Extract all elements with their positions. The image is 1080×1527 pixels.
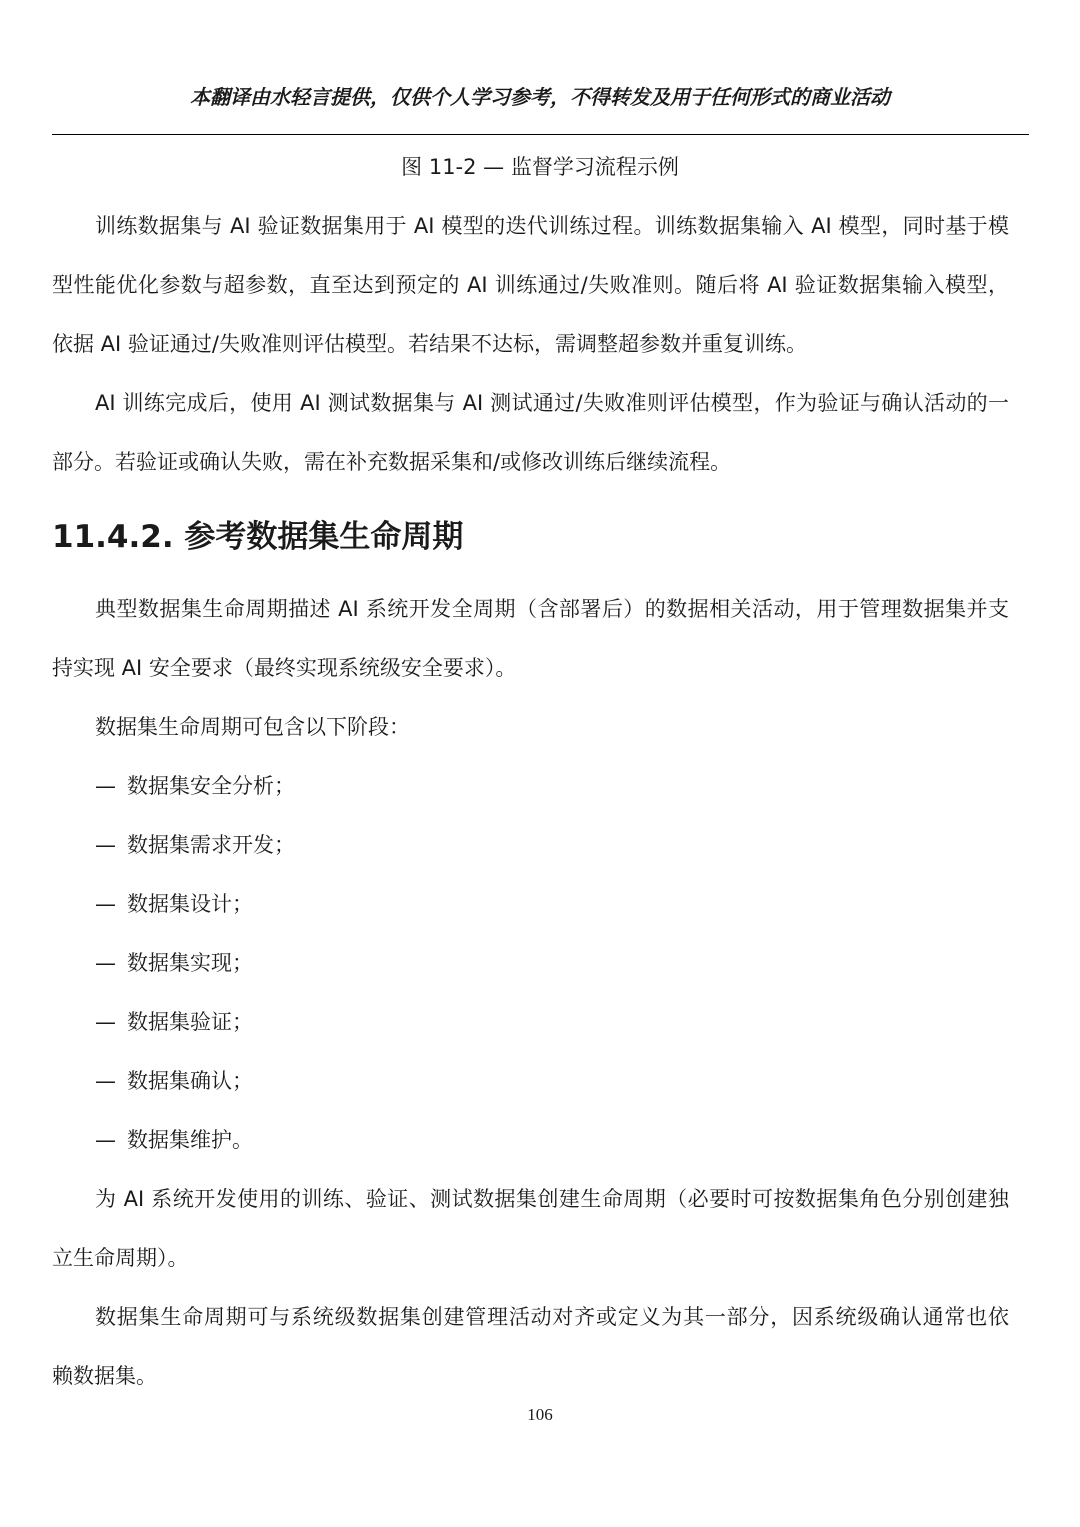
paragraph-stages-intro: 数据集生命周期可包含以下阶段：	[95, 715, 410, 739]
section-heading: 11.4.2. 参考数据集生命周期	[52, 519, 464, 555]
list-dash: —	[95, 951, 116, 975]
list-item-text: 数据集维护。	[127, 1128, 253, 1152]
list-dash: —	[95, 774, 116, 798]
list-item-text: 数据集设计；	[127, 892, 253, 916]
page-number: 106	[527, 1405, 553, 1424]
paragraph-line: 训练数据集与 AI 验证数据集用于 AI 模型的迭代训练过程。训练数据集输入 AI 模型，同时基于模	[95, 214, 1009, 238]
list-item-text: 数据集验证；	[127, 1010, 253, 1034]
list-dash: —	[95, 1069, 116, 1093]
list-item	[95, 1125, 253, 1155]
list-item	[95, 1066, 253, 1096]
list-dash: —	[95, 1128, 116, 1152]
list-dash: —	[95, 892, 116, 916]
list-item-text: 数据集安全分析；	[127, 774, 295, 798]
list-item	[95, 889, 253, 919]
paragraph-line: 赖数据集。	[52, 1364, 157, 1388]
paragraph-line: 部分。若验证或确认失败，需在补充数据采集和/或修改训练后继续流程。	[52, 450, 732, 474]
paragraph-line: 为 AI 系统开发使用的训练、验证、测试数据集创建生命周期（必要时可按数据集角色分别创建独	[95, 1187, 1009, 1211]
list-dash: —	[95, 833, 116, 857]
list-item	[95, 948, 253, 978]
list-item-text: 数据集实现；	[127, 951, 253, 975]
header-divider	[52, 134, 1029, 135]
list-item	[95, 771, 295, 801]
figure-caption: 图 11-2 — 监督学习流程示例	[401, 155, 679, 179]
paragraph-line: 立生命周期）。	[52, 1246, 189, 1270]
list-item	[95, 830, 295, 860]
list-item-text: 数据集确认；	[127, 1069, 253, 1093]
paragraph-line: 型性能优化参数与超参数，直至达到预定的 AI 训练通过/失败准则。随后将 AI 验证数据集输入模型，	[52, 273, 1009, 297]
list-item	[95, 1007, 253, 1037]
list-item-text: 数据集需求开发；	[127, 833, 295, 857]
paragraph-line: 持实现 AI 安全要求（最终实现系统级安全要求）。	[52, 656, 517, 680]
paragraph-line: 数据集生命周期可与系统级数据集创建管理活动对齐或定义为其一部分，因系统级确认通常也依	[95, 1305, 1009, 1329]
paragraph-line: 典型数据集生命周期描述 AI 系统开发全周期（含部署后）的数据相关活动，用于管理数据集并支	[95, 597, 1009, 621]
paragraph-line: AI 训练完成后，使用 AI 测试数据集与 AI 测试通过/失败准则评估模型，作为验证与确认活动的一	[95, 391, 1009, 415]
paragraph-line: 依据 AI 验证通过/失败准则评估模型。若结果不达标，需调整超参数并重复训练。	[52, 332, 807, 356]
header-notice: 本翻译由水轻言提供，仅供个人学习参考，不得转发及用于任何形式的商业活动	[190, 85, 890, 109]
list-dash: —	[95, 1010, 116, 1034]
